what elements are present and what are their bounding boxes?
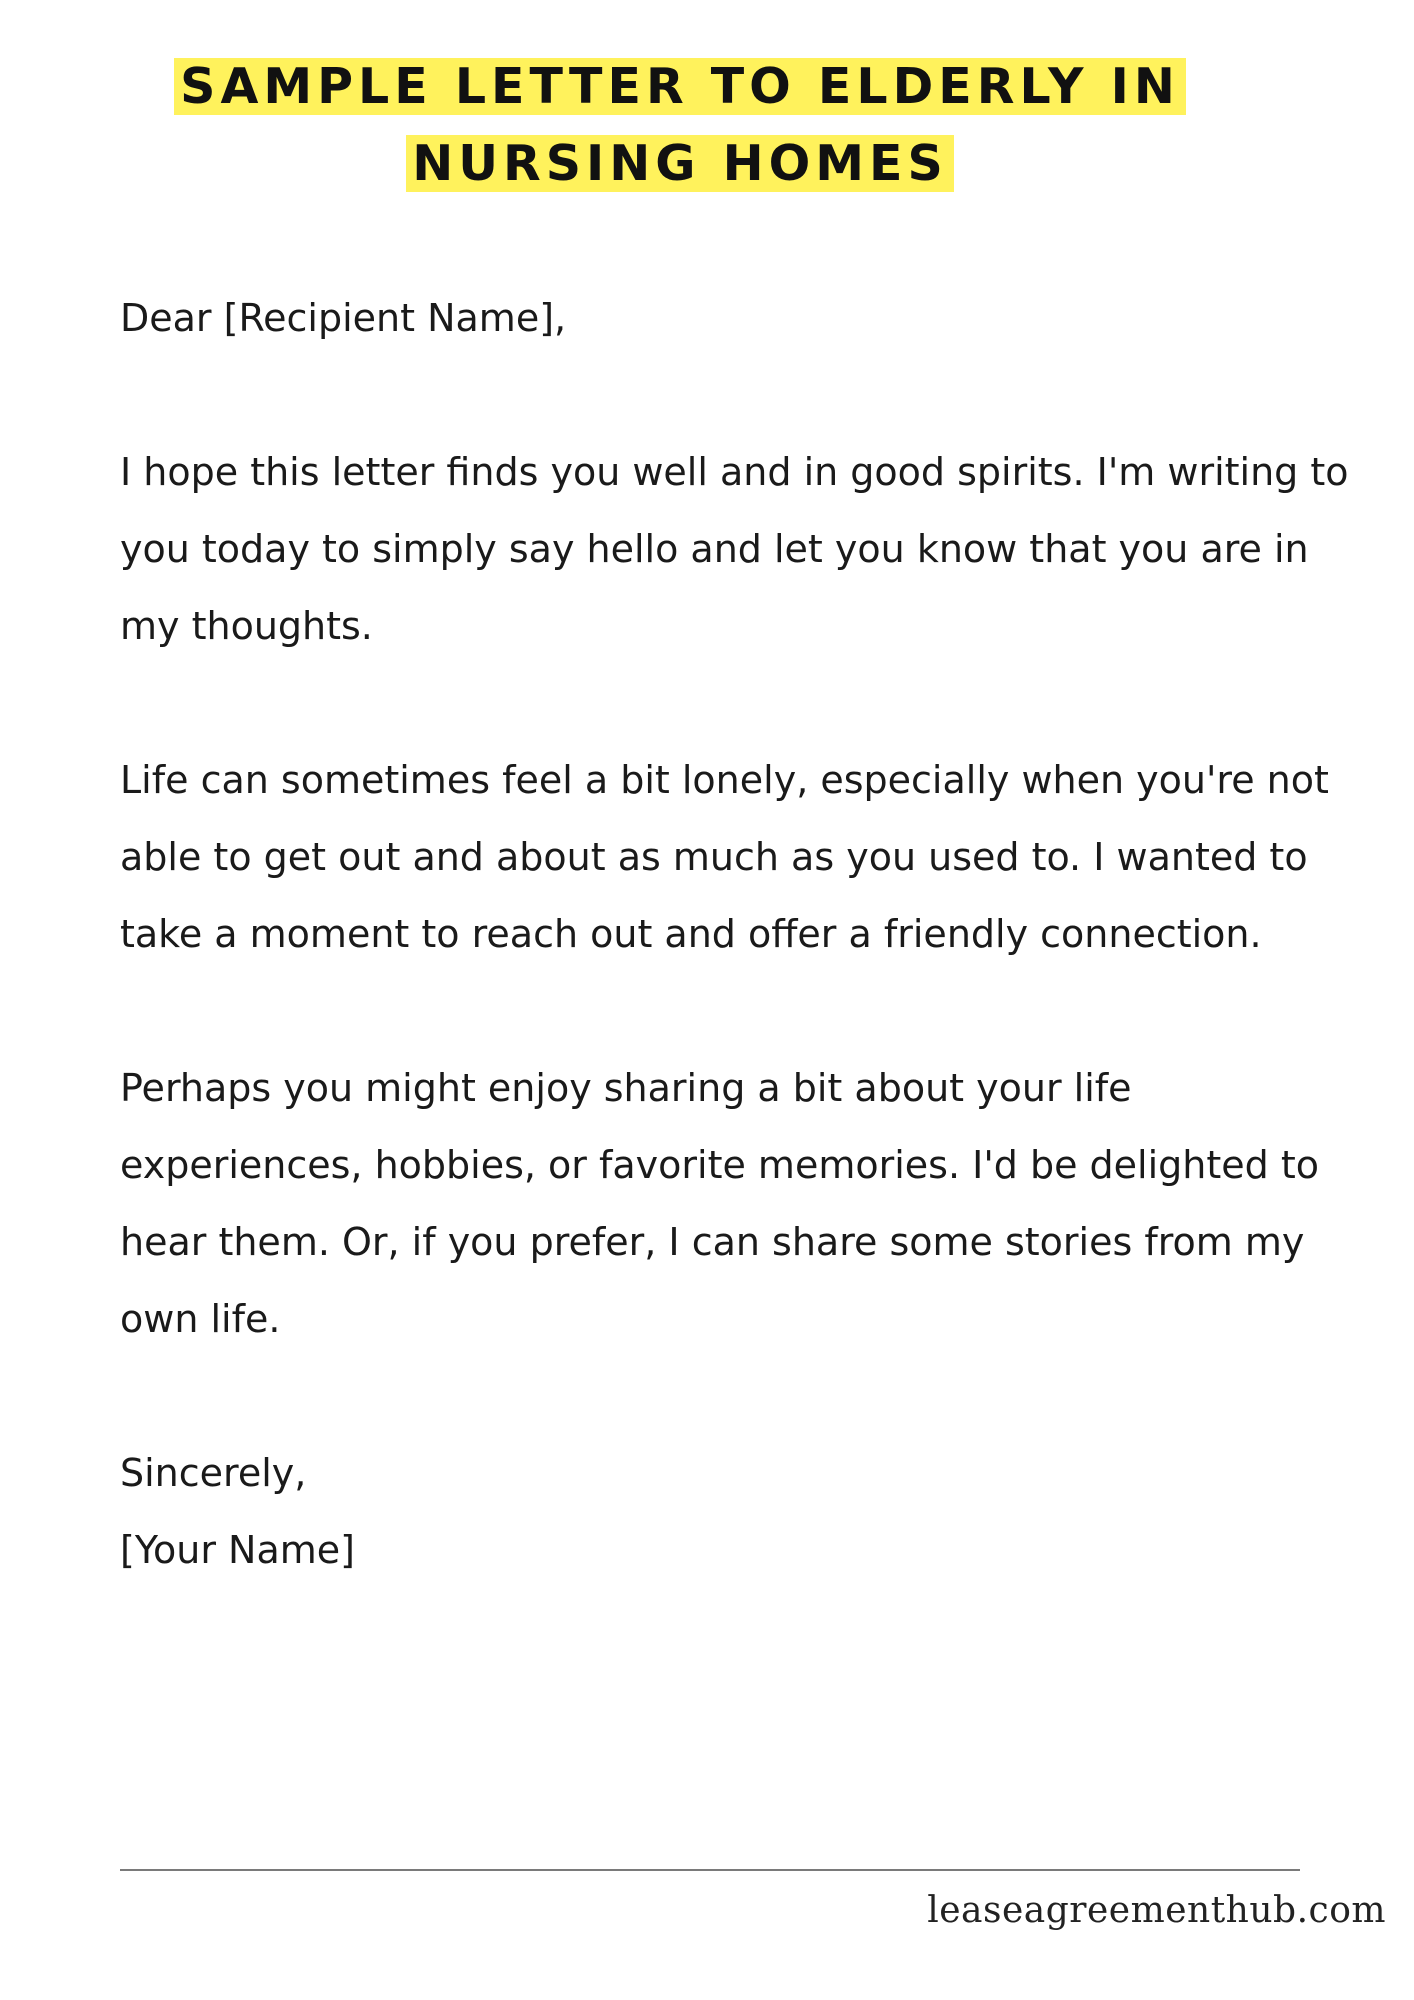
footer-website: leaseagreementhub.com [927,1890,1386,1931]
letter-paragraph-2: Life can sometimes feel a bit lonely, especially when you're not able to get out and about as much as you used to. I wanted to take a moment to reach out and offer a friendly connection. [120,758,1329,956]
letter-closing: Sincerely, [120,1451,307,1495]
footer-divider [120,1869,1300,1871]
title-block [120,48,1240,202]
letter-paragraph-1: I hope this letter finds you well and in good spirits. I'm writing to you today to simply say hello and let you know that you are in my thoughts. [120,450,1349,648]
letter-body [120,280,1360,1589]
page-title [120,48,1240,202]
letter-salutation: Dear [Recipient Name], [120,296,567,340]
letter-paragraph-3: Perhaps you might enjoy sharing a bit about your life experiences, hobbies, or favorite memories. I'd be delighted to hear them. Or, if you prefer, I can share some stories from my own life. [120,1066,1319,1341]
title-highlight: SAMPLE LETTER TO ELDERLY IN NURSING HOMES [174,58,1186,192]
letter-signature: [Your Name] [120,1528,355,1572]
